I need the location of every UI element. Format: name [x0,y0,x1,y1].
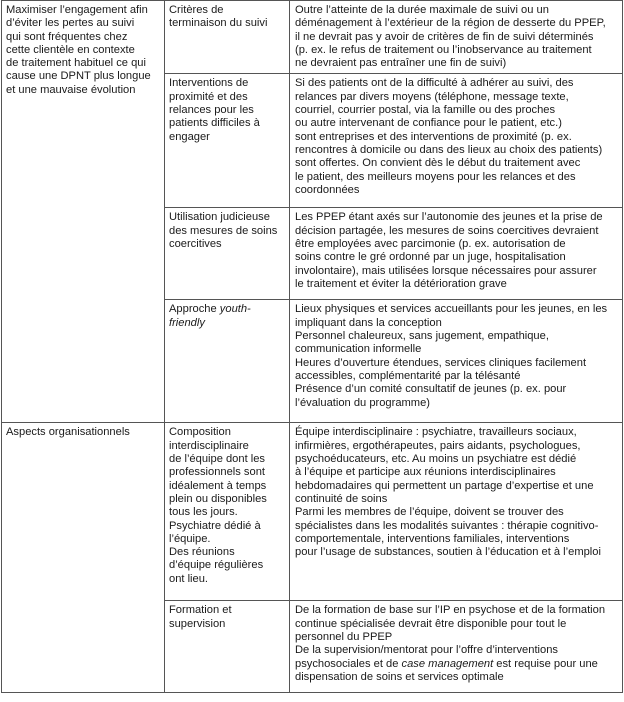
criterion-label-line: coercitives [169,238,222,251]
criterion-description-cell [290,423,623,601]
criterion-description-line: spécialistes dans les modalités suivantes : thérapie cognitivo- [295,519,599,532]
criterion-description-cell [290,601,623,693]
criterion-description-line: ou autre intervenant de confiance pour le patient, etc.) [295,117,562,130]
criterion-description-line: le patient, des meilleurs moyens pour les relances et des [295,170,576,183]
criterion-label-line: engager [169,130,210,143]
criterion-description-line: continue spécialisée devrait être disponible pour tout le [295,617,567,630]
criterion-label-cell [165,1,290,74]
criterion-description-line: être employées avec parcimonie (p. ex. autorisation de [295,238,566,251]
criterion-label-line: professionnels sont [169,466,265,479]
criterion-description-line: coordonnées [295,183,360,196]
criterion-description-line: sont entreprises et des interventions de proximité (p. ex. [295,130,572,143]
criterion-label-cell [165,208,290,300]
criterion-label-prefix: Approche [169,303,220,316]
criterion-label-line: Critères de [169,4,224,16]
criterion-description-line: hebdomadaires qui permettent un partage d’expertise et une [295,479,594,492]
criterion-label-line: ont lieu. [169,572,209,585]
criterion-description-line: comportementale, interventions familiales, interventions [295,532,570,545]
criterion-description-line: Présence d’un comité consultatif de jeunes (p. ex. pour [295,383,567,396]
criterion-description-line: le traitement et éviter la détérioration grave [295,277,507,290]
criterion-description-line: rencontres à domicile ou dans des lieux au choix des patients) [295,143,603,156]
criteria-table [1,0,623,693]
criterion-label-line: relances pour les [169,104,254,117]
criterion-description-cell [290,74,623,208]
criterion-description-line: Les PPEP étant axés sur l’autonomie des jeunes et la prise de [295,211,603,224]
criterion-description-line: dispensation de soins et services optimale [295,670,504,683]
criterion-description-line: infirmières, ergothérapeutes, pairs aidants, psychologues, [295,439,581,452]
criterion-description-line: continuité de soins [295,492,388,505]
criterion-description-line: personnel du PPEP [295,631,393,644]
section-cell [2,423,165,693]
criterion-label-line: Composition [169,426,231,439]
criterion-description-line: l’évaluation du programme) [295,396,430,409]
criterion-description-line: accessibles, complémentarité par la télésanté [295,369,521,382]
criterion-label-line: idéalement à temps [169,479,267,492]
section-text-line: Maximiser l’engagement afin [6,4,148,16]
criterion-description-line [295,658,619,671]
description-text: psychosociales et de [295,657,402,670]
description-em: case management [401,657,494,670]
section-cell [2,1,165,423]
criterion-label-em: youth- [219,303,251,316]
criterion-label-line [169,303,286,316]
criterion-label-line: Utilisation judicieuse [169,211,270,224]
criterion-label-line: terminaison du suivi [169,17,268,30]
criterion-description-cell [290,300,623,423]
criterion-description-line: Personnel chaleureux, sans jugement, empathique, [295,330,549,343]
criterion-description-line: relances par divers moyens (téléphone, message texte, [295,90,569,103]
section-text-line: cause une DPNT plus longue [6,70,151,83]
section-text-line: cette clientèle en contexte [6,43,135,56]
criterion-description-line: Outre l’atteinte de la durée maximale de suivi ou un [295,4,549,16]
criterion-label-line: Interventions de [169,77,249,90]
section-text-line: qui sont fréquentes chez [6,30,128,43]
criterion-label-line: l’équipe. [169,532,211,545]
criterion-label-line: Psychiatre dédié à [169,519,261,532]
criterion-description-line: impliquant dans la conception [295,316,442,329]
criterion-label-line: tous les jours. [169,506,238,519]
criterion-description-line: sont offertes. On convient dès le début du traitement avec [295,157,581,170]
criterion-label-line: de l’équipe dont les [169,453,266,466]
criterion-description-line: il ne devrait pas y avoir de critères de fin de suivi déterminés [295,30,594,43]
criterion-label-em: friendly [169,316,205,329]
criterion-label-cell [165,74,290,208]
table-row [2,1,623,74]
section-text-line: Aspects organisationnels [6,426,130,439]
criterion-label-line: Formation et [169,604,232,617]
criterion-description-cell [290,1,623,74]
criterion-description-line: ne devraient pas entraîner une fin de suivi) [295,57,507,70]
criterion-label-cell [165,601,290,693]
criterion-description-line: déménagement à l’extérieur de la région de desserte du PPEP, [295,17,606,30]
criterion-label-cell [165,300,290,423]
criterion-description-line: soins contre le gré ordonné par un juge, hospitalisation [295,251,566,264]
criterion-description-line: communication informelle [295,343,422,356]
criterion-description-line: Équipe interdisciplinaire : psychiatre, travailleurs sociaux, [295,426,577,439]
criterion-description-line: psychoéducateurs, etc. Au moins un psychiatre est dédié [295,453,577,466]
criterion-label-line: supervision [169,617,226,630]
criterion-label-line: d’équipe régulières [169,559,264,572]
criterion-description-line: courriel, courrier postal, via la famille ou des proches [295,104,556,117]
criterion-label-line: proximité et des [169,90,248,103]
criterion-description-cell [290,208,623,300]
criterion-description-line: Heures d’ouverture étendues, services cliniques facilement [295,356,587,369]
criterion-description-line: Parmi les membres de l’équipe, doivent se trouver des [295,506,564,519]
criterion-description-line: à l’équipe et participe aux réunions interdisciplinaires [295,466,556,479]
criterion-description-line: involontaire), mais utilisées lorsque nécessaires pour assurer [295,264,597,277]
criterion-label-line [169,317,286,330]
description-text: est requise pour une [493,657,598,670]
table-row [2,423,623,601]
criterion-label-cell [165,423,290,601]
criterion-description-line: Si des patients ont de la difficulté à adhérer au suivi, des [295,77,574,90]
criterion-description-line: De la supervision/mentorat pour l’offre d’interventions [295,644,558,657]
criterion-description-line: (p. ex. le refus de traitement ou l’inobservance au traitement [295,43,592,56]
criterion-description-line: Lieux physiques et services accueillants pour les jeunes, en les [295,303,608,316]
criterion-description-line: De la formation de base sur l’IP en psychose et de la formation [295,604,606,617]
section-text-line: de traitement habituel ce qui [6,57,146,70]
criterion-label-line: des mesures de soins [169,224,278,237]
section-text-line: et une mauvaise évolution [6,83,136,96]
criterion-description-line: pour l’usage de substances, soutien à l’éducation et à l’emploi [295,546,601,559]
criterion-description-line: décision partagée, les mesures de soins coercitives devraient [295,224,599,237]
criterion-label-line: plein ou disponibles [169,492,267,505]
criterion-label-line: Des réunions [169,546,235,559]
criterion-label-line: patients difficiles à [169,117,260,130]
section-text-line: d’éviter les pertes au suivi [6,17,135,30]
criterion-label-line: interdisciplinaire [169,439,249,452]
